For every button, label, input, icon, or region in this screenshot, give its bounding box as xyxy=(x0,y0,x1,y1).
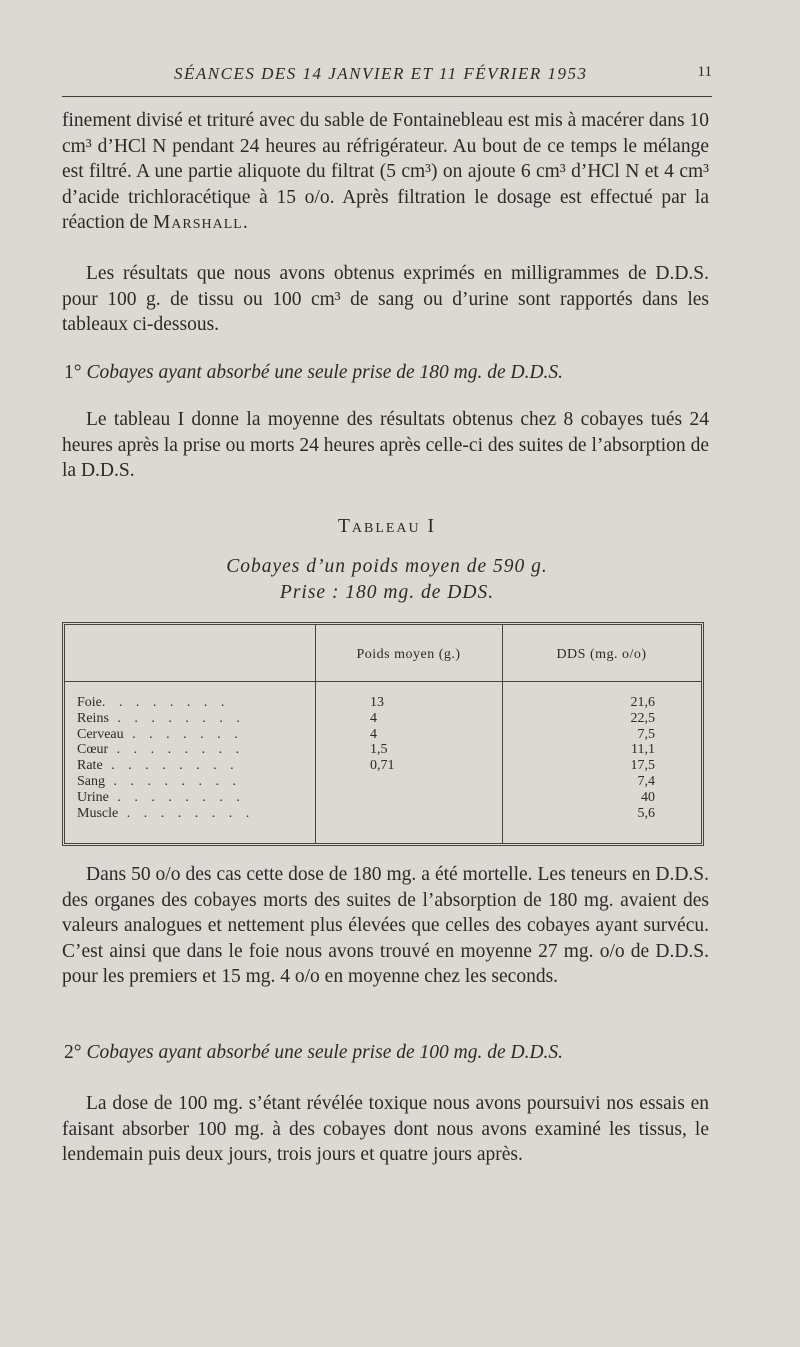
paragraph-mortality: Dans 50 o/o des cas cette dose de 180 mg. a été mortelle. Les teneurs en D.D.S. des organes des cobayes morts des suites de l’absorption de 180 mg. avaient des valeurs analogues et nettement plus élevées que celles des cobayes ayant survécu. C’est ainsi que dans le foie nous avons trouvé en moyenne 27 mg. o/o de D.D.S. pour les premiers et 15 mg. 4 o/o en moyenne chez les seconds. xyxy=(62,864,709,988)
row-label: Foie xyxy=(77,695,102,710)
section-title-2: Cobayes ayant absorbé une seule prise de 100 mg. de D.D.S. xyxy=(86,1042,564,1063)
row-label: Cerveau xyxy=(77,726,124,742)
row-label: Urine xyxy=(77,789,109,805)
section-heading-1 xyxy=(64,362,714,384)
table-subcaption-weight: Cobayes d’un poids moyen de 590 g. xyxy=(226,556,548,577)
table-subcaption-dose: Prise : 180 mg. de DDS. xyxy=(279,582,495,603)
table-row: Sang . . . . . . . . 7,4 xyxy=(77,773,655,789)
page-number: 11 xyxy=(697,64,712,80)
table-row: Rate . . . . . . . . 0,71 17,5 xyxy=(77,758,655,774)
paragraph-results-intro: Les résultats que nous avons obtenus exprimés en milligrammes de D.D.S. pour 100 g. de tissu ou 100 cm³ de sang ou d’urine sont rapportés dans les tableaux ci-dessous. xyxy=(62,263,709,336)
row-dds: 5,6 xyxy=(637,805,655,821)
section-number-2: 2° xyxy=(64,1042,82,1063)
row-poids: 0,71 xyxy=(370,758,395,774)
table-row: Cœur . . . . . . . . 1,5 11,1 xyxy=(77,742,655,758)
section-number-1: 1° xyxy=(64,362,82,383)
paragraph-table-description: Le tableau I donne la moyenne des résultats obtenus chez 8 cobayes tués 24 heures après la prise ou morts 24 heures après celle-ci des suites de l’absorption de la D.D.S. xyxy=(62,409,709,482)
row-poids: 1,5 xyxy=(370,742,388,758)
section-title-1: Cobayes ayant absorbé une seule prise de 180 mg. de D.D.S. xyxy=(86,362,564,383)
row-poids: 4 xyxy=(370,726,377,742)
row-dds: 17,5 xyxy=(630,758,655,774)
row-label: Cœur xyxy=(77,742,109,758)
author-name-marshall: Marshall. xyxy=(152,212,249,234)
header-rule xyxy=(62,96,712,97)
table-caption: Tableau I xyxy=(337,516,437,537)
paragraph-100mg: La dose de 100 mg. s’étant révélée toxique nous avons poursuivi nos essais en faisant absorber 100 mg. à des cobayes dont nous avons examiné les tissus, le lendemain puis deux jours, trois jours et quatre jours après. xyxy=(62,1093,709,1166)
table-row: Muscle . . . . . . . . 5,6 xyxy=(77,805,655,821)
table-body xyxy=(65,695,701,821)
row-dds: 40 xyxy=(641,789,655,805)
paragraph-method-text: finement divisé et trituré avec du sable de Fontainebleau est mis à macérer dans 10 cm³ d’HCl N pendant 24 heures au réfrigérateur. Au bout de ce temps le mélange est filtré. A une partie aliquote du filtrat (5 cm³) on ajoute 6 cm³ d’HCl N et 4 cm³ d’acide trichloracétique à 15 o/o. Après filtration le dosage est effectué par la réaction de xyxy=(62,110,709,234)
table-header-rule xyxy=(65,681,701,682)
row-label: Sang xyxy=(77,773,105,789)
table-row: Reins . . . . . . . . 4 22,5 xyxy=(77,710,655,726)
row-poids: 4 xyxy=(370,710,377,726)
column-header-dds: DDS (mg. o/o) xyxy=(556,647,647,662)
results-table xyxy=(62,622,704,846)
table-row: Cerveau . . . . . . . 4 7,5 xyxy=(77,726,655,742)
table-row: Urine . . . . . . . . 40 xyxy=(77,789,655,805)
row-dds: 7,4 xyxy=(637,773,655,789)
header-title: SÉANCES DES 14 JANVIER ET 11 FÉVRIER 1953 xyxy=(174,64,588,83)
row-dds: 7,5 xyxy=(637,726,655,742)
row-dds: 11,1 xyxy=(631,742,655,758)
row-poids: 13 xyxy=(370,695,384,710)
column-header-poids: Poids moyen (g.) xyxy=(356,647,461,662)
table-row: Foie. . . . . . . . 13 21,6 xyxy=(77,695,655,710)
row-label: Muscle xyxy=(77,805,119,821)
row-label: Reins xyxy=(77,710,109,726)
paragraph-method xyxy=(62,108,709,236)
section-heading-2 xyxy=(64,1042,714,1064)
row-dds: 22,5 xyxy=(630,710,655,726)
row-label: Rate xyxy=(77,758,103,774)
row-dds: 21,6 xyxy=(630,695,655,710)
